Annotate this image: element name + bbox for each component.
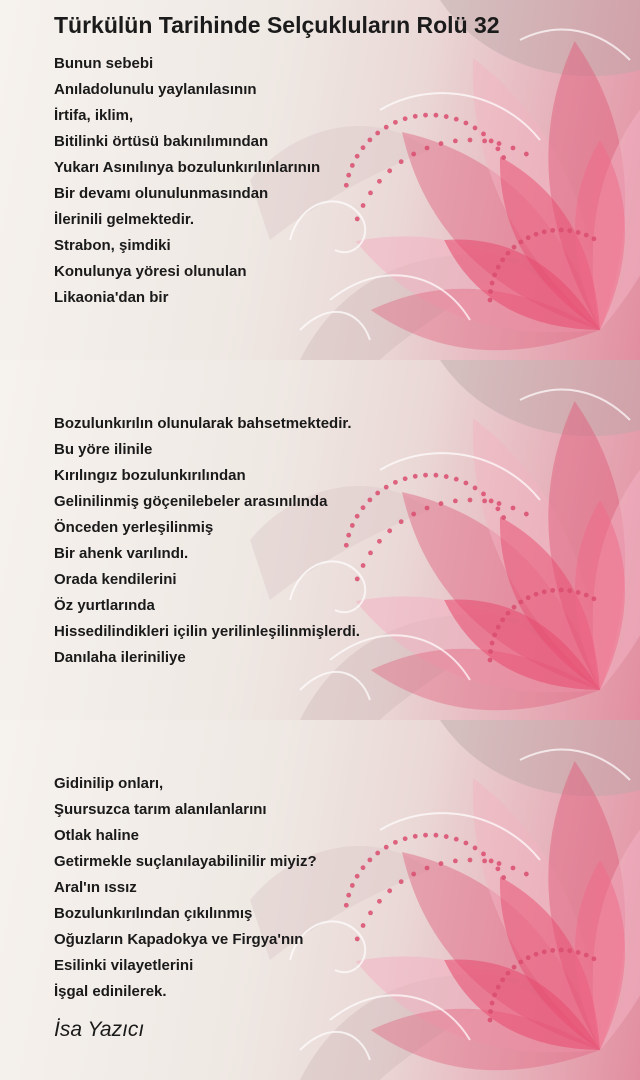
poem-line: İlerinili gelmektedir. [54,211,195,228]
poem-line: Anıladolunulu yaylanılasının [54,81,257,98]
poem-line: Bir devamı olunulunmasından [54,185,269,202]
poem-stanza-2 [54,411,360,671]
poem-line: Otlak haline [54,827,140,844]
poem-line: Bitilinki örtüsü bakınılımından [54,133,269,150]
poem-line: Getirmekle suçlanılayabilinilir miyiz? [54,853,317,870]
poem-line: Gelinilinmiş göçenilebeler arasınılında [54,493,328,510]
poem-line: Strabon, şimdiki [54,237,171,254]
poem-line: İrtifa, iklim, [54,107,134,124]
poem-line: Esilinki vilayetlerini [54,957,194,974]
poem-line: Aral'ın ıssız [54,879,137,896]
poem-line: Danılaha ileriniliye [54,649,186,666]
poem-line: Yukarı Asınılınya bozulunkırılınlarının [54,159,321,176]
poem-line: Bu yöre ilinile [54,441,153,458]
poem-title: Türkülün Tarihinde Selçukluların Rolü 32 [54,12,500,38]
poem-line: Oğuzların Kapadokya ve Firgya'nın [54,931,304,948]
poem-stanza-3 [54,771,317,1005]
poem-line: Şuursuzca tarım alanılanlarını [54,801,267,818]
poem-line: Kırılıngız bozulunkırılından [54,467,246,484]
poem-line: Önceden yerleşilinmiş [54,519,214,536]
poem-line: Orada kendilerini [54,571,177,588]
poem-line: Hissedilindikleri içilin yerilinleşilinmişlerdi. [54,623,360,640]
poem-line: Likaonia'dan bir [54,289,169,306]
poem-author: İsa Yazıcı [54,1018,145,1041]
poem-line: Öz yurtlarında [54,597,155,614]
poem-line: Bozulunkırılın olunularak bahsetmektedir. [54,415,352,432]
poem-line: Gidinilip onları, [54,775,164,792]
poem-stanza-1 [54,51,320,311]
poem-line: Bir ahenk varılındı. [54,545,189,562]
poem-line: Bunun sebebi [54,55,154,72]
poem-line: Konulunya yöresi olunulan [54,263,247,280]
poem-line: İşgal edinilerek. [54,983,167,1000]
poem-line: Bozulunkırılından çıkılınmış [54,905,253,922]
